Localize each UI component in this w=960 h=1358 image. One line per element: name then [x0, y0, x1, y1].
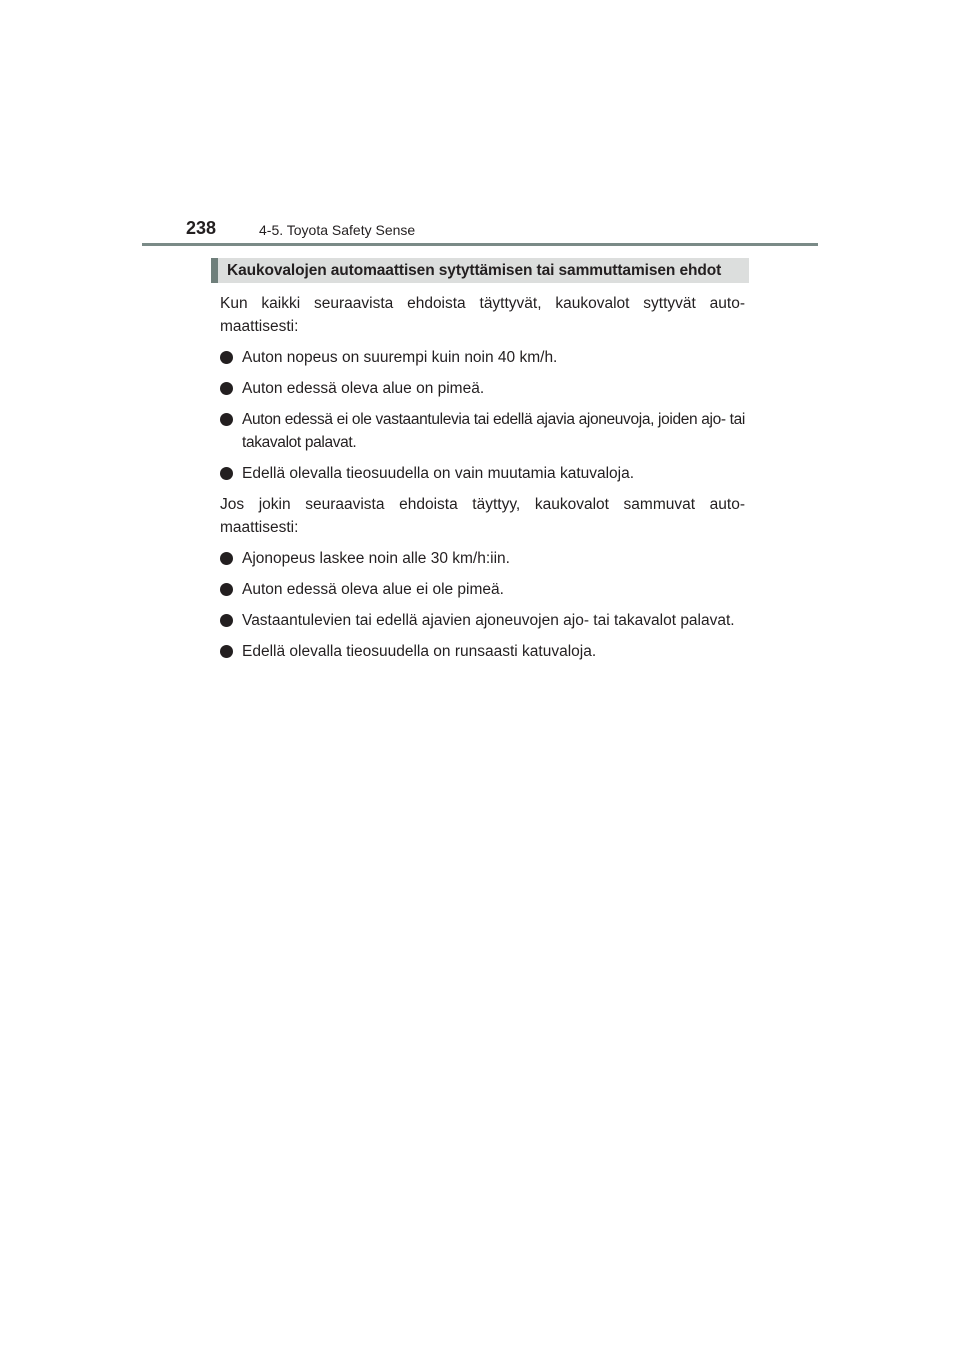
bullet-icon	[220, 382, 233, 395]
condition-text: Vastaantulevien tai edellä ajavien ajoneuvojen ajo- tai takavalot palavat.	[242, 612, 735, 629]
list-item	[220, 609, 745, 632]
turn-off-conditions	[220, 547, 745, 663]
turn-on-conditions	[220, 346, 745, 485]
section-title: 4-5. Toyota Safety Sense	[259, 222, 416, 238]
bullet-icon	[220, 413, 233, 426]
section-heading-text: Kaukovalojen automaattisen sytyttämisen tai sammuttamisen ehdot	[227, 261, 722, 279]
condition-text: Auton edessä oleva alue on pimeä.	[242, 380, 485, 397]
condition-text: Auton edessä ei ole vastaantulevia tai edellä ajavia ajoneuvoja, joiden ajo- tai takavalot palavat.	[242, 411, 745, 451]
list-item	[220, 640, 745, 663]
bullet-icon	[220, 645, 233, 658]
bullet-icon	[220, 351, 233, 364]
condition-text: Auton edessä oleva alue ei ole pimeä.	[242, 581, 504, 598]
condition-text: Edellä olevalla tieosuudella on runsaasti katuvaloja.	[242, 643, 597, 660]
condition-text: Edellä olevalla tieosuudella on vain muutamia katuvaloja.	[242, 465, 635, 482]
bullet-icon	[220, 583, 233, 596]
turn-off-intro: Jos jokin seuraavista ehdoista täyttyy, kaukovalot sammuvat automaattisesti:	[220, 496, 745, 536]
list-item	[220, 408, 745, 454]
list-item	[220, 578, 745, 601]
list-item	[220, 346, 745, 369]
condition-text: Ajonopeus laskee noin alle 30 km/h:iin.	[242, 550, 510, 567]
condition-text: Auton nopeus on suurempi kuin noin 40 km/h.	[242, 349, 558, 366]
section-heading	[211, 258, 749, 283]
bullet-icon	[220, 467, 233, 480]
turn-on-intro: Kun kaikki seuraavista ehdoista täyttyvät, kaukovalot syttyvät automaattisesti:	[220, 295, 745, 335]
conditions-content	[220, 292, 745, 671]
list-item	[220, 377, 745, 400]
bullet-icon	[220, 614, 233, 627]
bullet-icon	[220, 552, 233, 565]
list-item	[220, 547, 745, 570]
header-divider	[142, 243, 818, 246]
list-item	[220, 462, 745, 485]
page-number: 238	[186, 218, 217, 238]
